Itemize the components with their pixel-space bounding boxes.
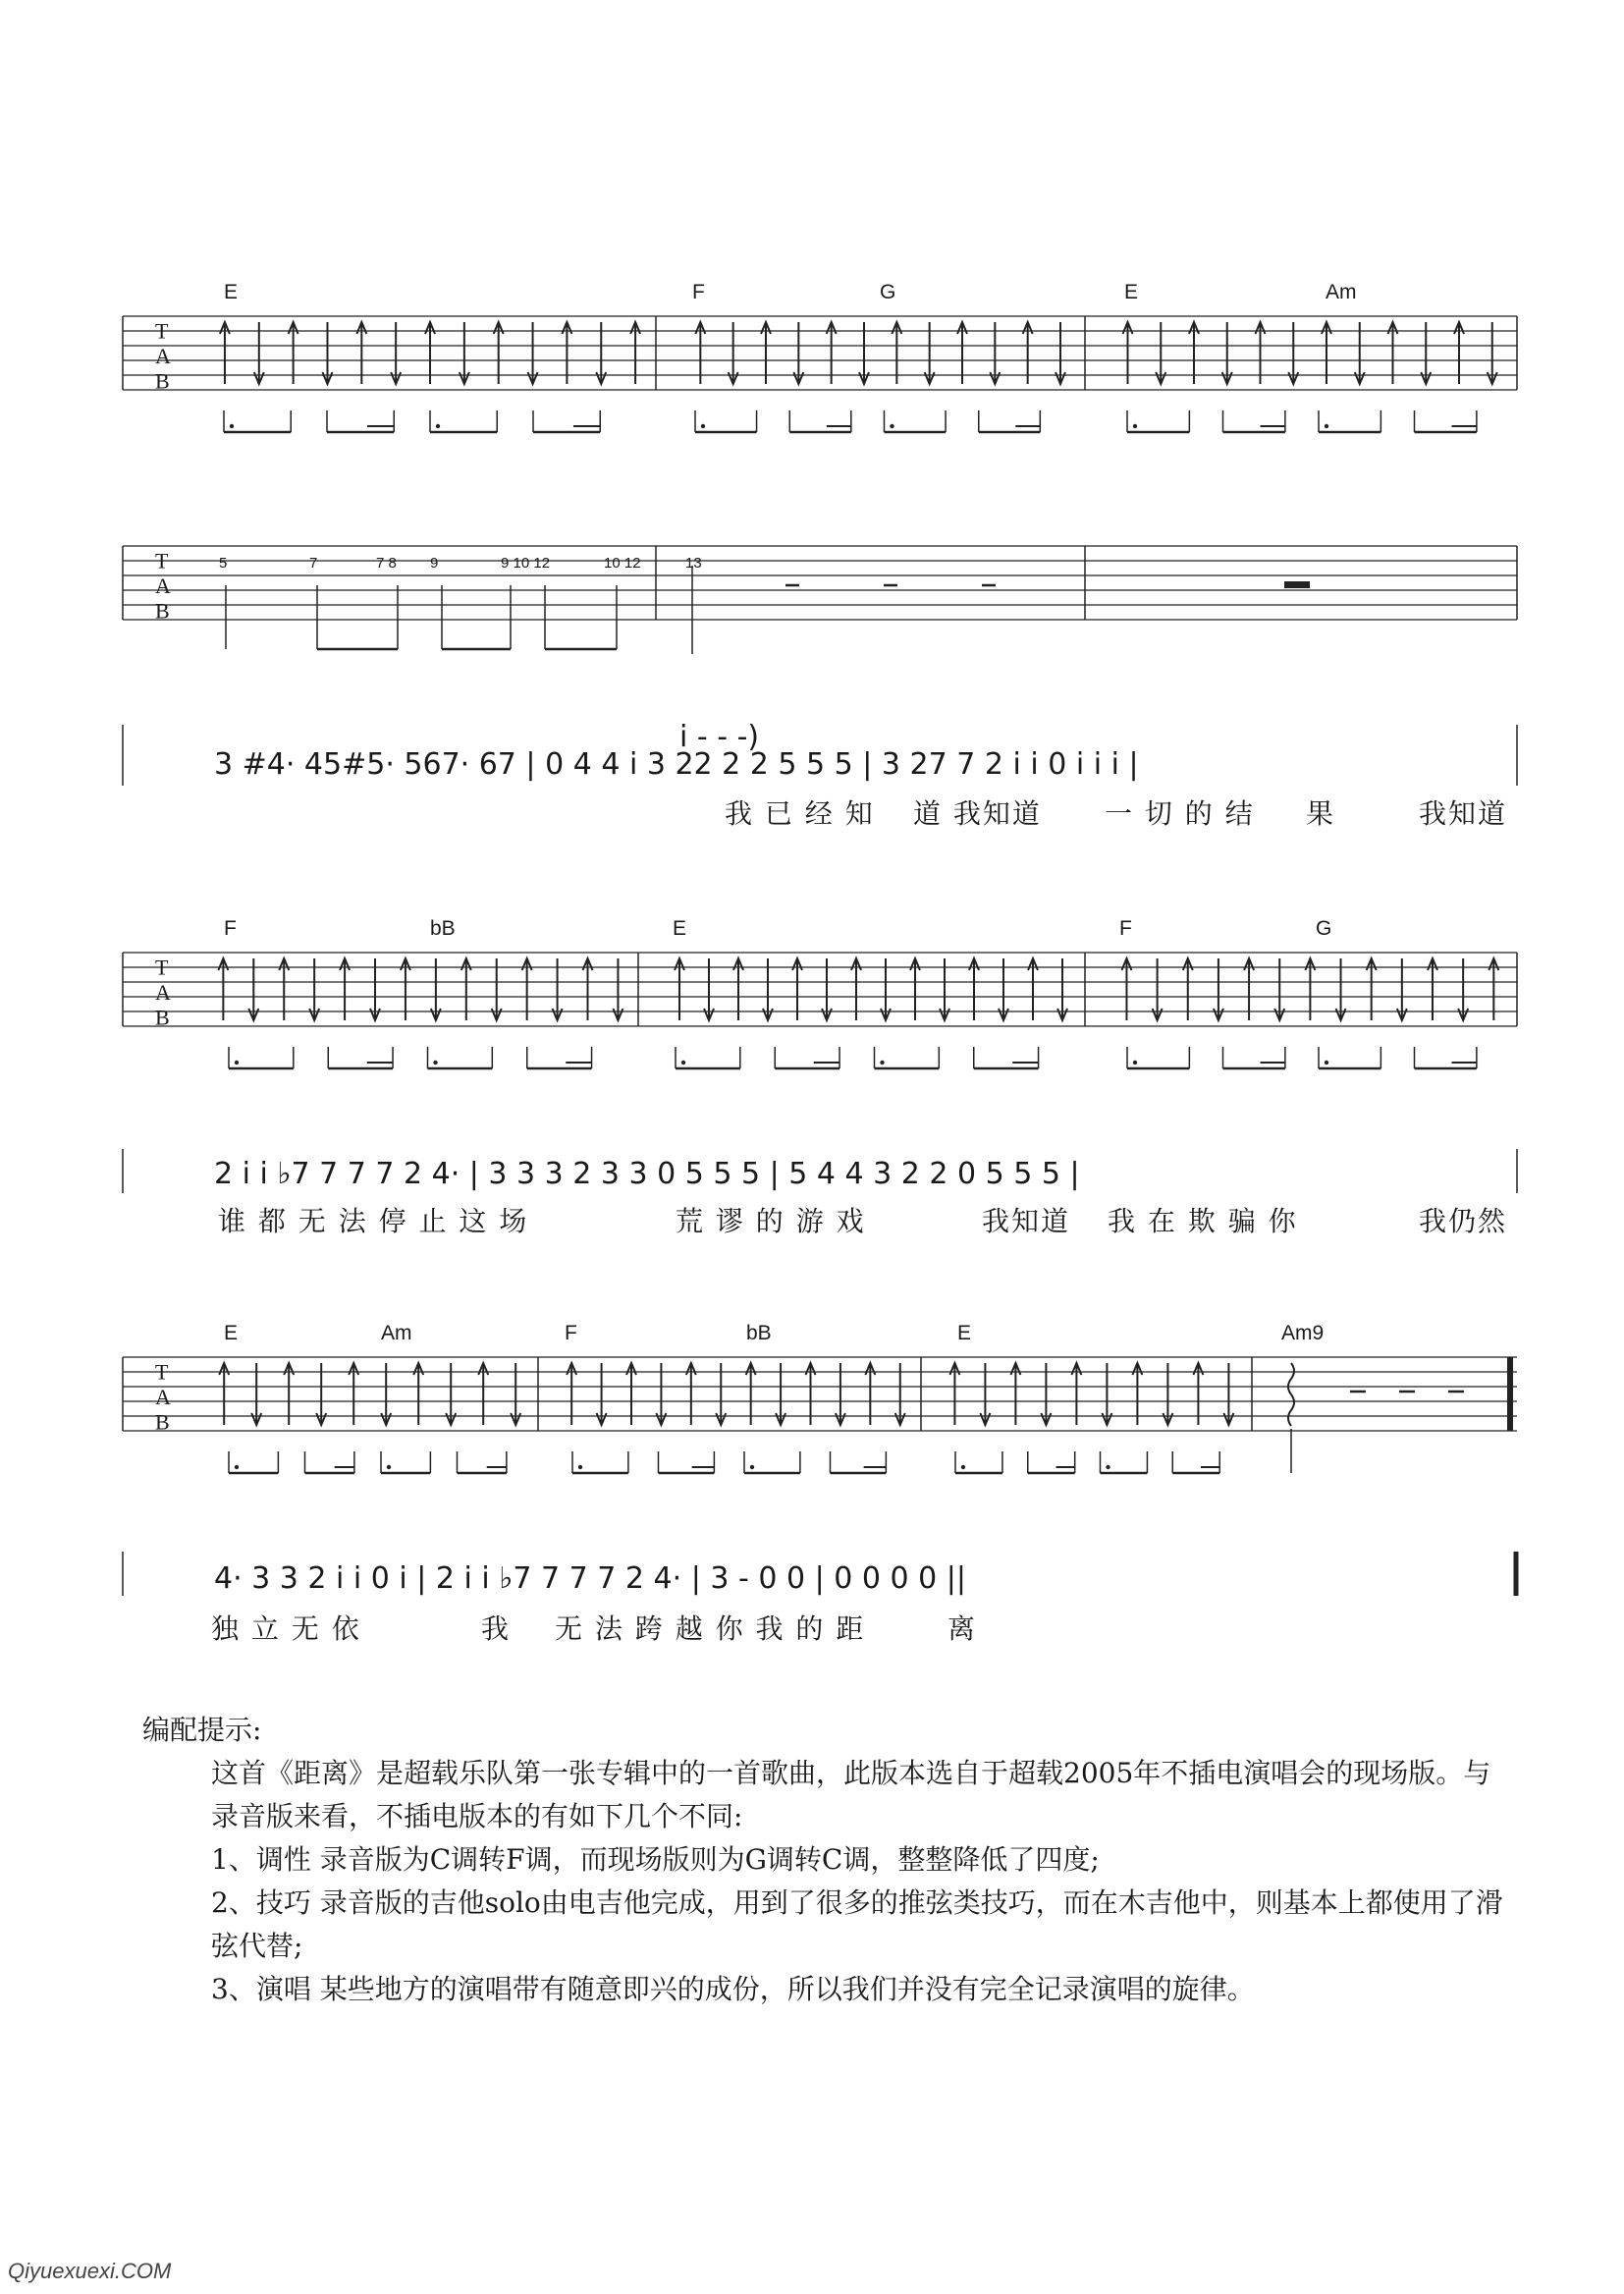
rhythm-dot (436, 424, 440, 428)
tab-letter-b: B (155, 1005, 170, 1030)
lyric-text: 我知道 (1419, 797, 1508, 830)
chord-name: Am (381, 1322, 412, 1344)
rhythm-dot (750, 1465, 754, 1469)
rhythm-dot (235, 1465, 239, 1469)
system-3 (123, 1322, 1517, 1645)
rhythm-dot (1133, 424, 1137, 428)
rhythm-dot (578, 1465, 582, 1469)
notes-item-2: 2、技巧 录音版的吉他solo由电吉他完成，用到了很多的推弦类技巧，而在木吉他中，则基本上都使用了滑弦代替; (211, 1886, 1503, 1962)
notes-item-3: 3、演唱 某些地方的演唱带有随意即兴的成份，所以我们并没有完全记录演唱的旋律。 (211, 1973, 1255, 2005)
notes-intro: 这首《距离》是超载乐队第一张专辑中的一首歌曲，此版本选自于超载2005年不插电演唱会的现场版。与录音版来看，不插电版本的有如下几个不同: (211, 1757, 1491, 1832)
rhythm-dot (961, 1465, 965, 1469)
rhythm-tab-staff (123, 1357, 1517, 1435)
rhythm-dot (880, 1061, 884, 1065)
notes-item-1: 1、调性 录音版为C调转F调，而现场版则为G调转C调，整整降低了四度; (211, 1843, 1100, 1876)
fret-number: 10 12 (604, 555, 641, 572)
chord-name: G (880, 281, 896, 303)
upper-melody-line: i - - -) (679, 720, 760, 754)
whole-rest (1284, 581, 1310, 588)
lyric-text: 我知道 (982, 1205, 1071, 1237)
system-1 (123, 281, 1517, 830)
site-watermark: Qiyuexuexi.COM (8, 2259, 172, 2283)
lyric-text: 道 我知道 (913, 797, 1042, 830)
chord-name: bB (430, 917, 456, 940)
rhythm-dot (890, 424, 893, 428)
rhythm-dot (230, 424, 234, 428)
rhythm-dot (1325, 1061, 1328, 1065)
notes-title: 编配提示: (142, 1714, 262, 1746)
lyric-text: 独 立 无 依 (211, 1612, 361, 1645)
tab-letter-b: B (155, 1409, 170, 1435)
fret-number: 5 (219, 555, 228, 572)
chord-name: E (224, 1322, 239, 1344)
chord-name: Am9 (1281, 1322, 1325, 1344)
rhythm-dot (701, 424, 705, 428)
rhythm-tab-staff (123, 316, 1517, 394)
jianpu-melody: 2 i i ♭7 7 7 7 2 4· | 3 3 3 2 3 3 0 5 5 5 | 5 4 4 3 2 2 0 5 5 5 | (214, 1157, 1080, 1191)
chord-name: Am (1326, 281, 1357, 303)
lyric-text: 我仍然 (1419, 1205, 1508, 1237)
chord-name: E (1124, 281, 1139, 303)
lyric-text: 一 切 的 结 (1105, 797, 1255, 830)
rhythm-dot (235, 1061, 239, 1065)
tab-letter-b: B (155, 598, 170, 624)
chord-name: F (224, 917, 237, 940)
lyric-text: 我 (481, 1612, 512, 1645)
jianpu-melody: 3 #4· 45#5· 567· 67 | 0 4 4 i 3 22 2 2 5 5 5 | 3 27 7 2 i i 0 i i i | (214, 747, 1139, 782)
chord-name: G (1316, 917, 1332, 940)
lyric-text: 荒 谬 的 游 戏 (676, 1205, 866, 1237)
tab-letter-t: T (155, 318, 169, 344)
chord-name: E (957, 1322, 972, 1344)
rhythm-dot (1325, 424, 1328, 428)
lyric-text: 我 已 经 知 (725, 797, 875, 830)
lyric-text: 果 (1306, 797, 1336, 830)
fret-number: 9 10 12 (501, 555, 551, 572)
lyric-text: 无 法 跨 越 你 我 的 距 (555, 1612, 866, 1645)
tab-letter-a: A (155, 344, 171, 368)
lyric-text: 我 在 欺 骗 你 (1108, 1205, 1298, 1237)
tab-letter-a: A (155, 980, 171, 1005)
chord-name: E (673, 917, 687, 940)
fret-number: 9 (430, 555, 439, 572)
fret-number: 7 (309, 555, 318, 572)
chord-name: bB (746, 1322, 772, 1344)
fret-number: 7 8 (376, 555, 397, 572)
system-2 (123, 917, 1517, 1237)
lyric-text: 离 (947, 1612, 978, 1645)
jianpu-melody: 4· 3 3 2 i i 0 i | 2 i i ♭7 7 7 7 2 4· | 3 - 0 0 | 0 0 0 0 || (214, 1561, 966, 1596)
rhythm-dot (681, 1061, 685, 1065)
tab-letter-a: A (155, 574, 171, 598)
tab-letter-a: A (155, 1385, 171, 1409)
rhythm-dot (1133, 1061, 1137, 1065)
tab-letter-t: T (155, 955, 169, 980)
arrangement-notes (142, 1709, 1517, 2011)
rhythm-dot (1106, 1465, 1110, 1469)
chord-name: F (565, 1322, 577, 1344)
chord-name: F (1119, 917, 1132, 940)
tab-letter-b: B (155, 368, 170, 394)
rhythm-dot (387, 1465, 391, 1469)
chord-name: E (224, 281, 239, 303)
fret-number: 13 (685, 555, 702, 572)
rhythm-dot (433, 1061, 437, 1065)
lyric-text: 谁 都 无 法 停 止 这 场 (218, 1205, 529, 1237)
tab-letter-t: T (155, 1359, 169, 1385)
chord-name: F (692, 281, 705, 303)
tab-letter-t: T (155, 548, 169, 574)
